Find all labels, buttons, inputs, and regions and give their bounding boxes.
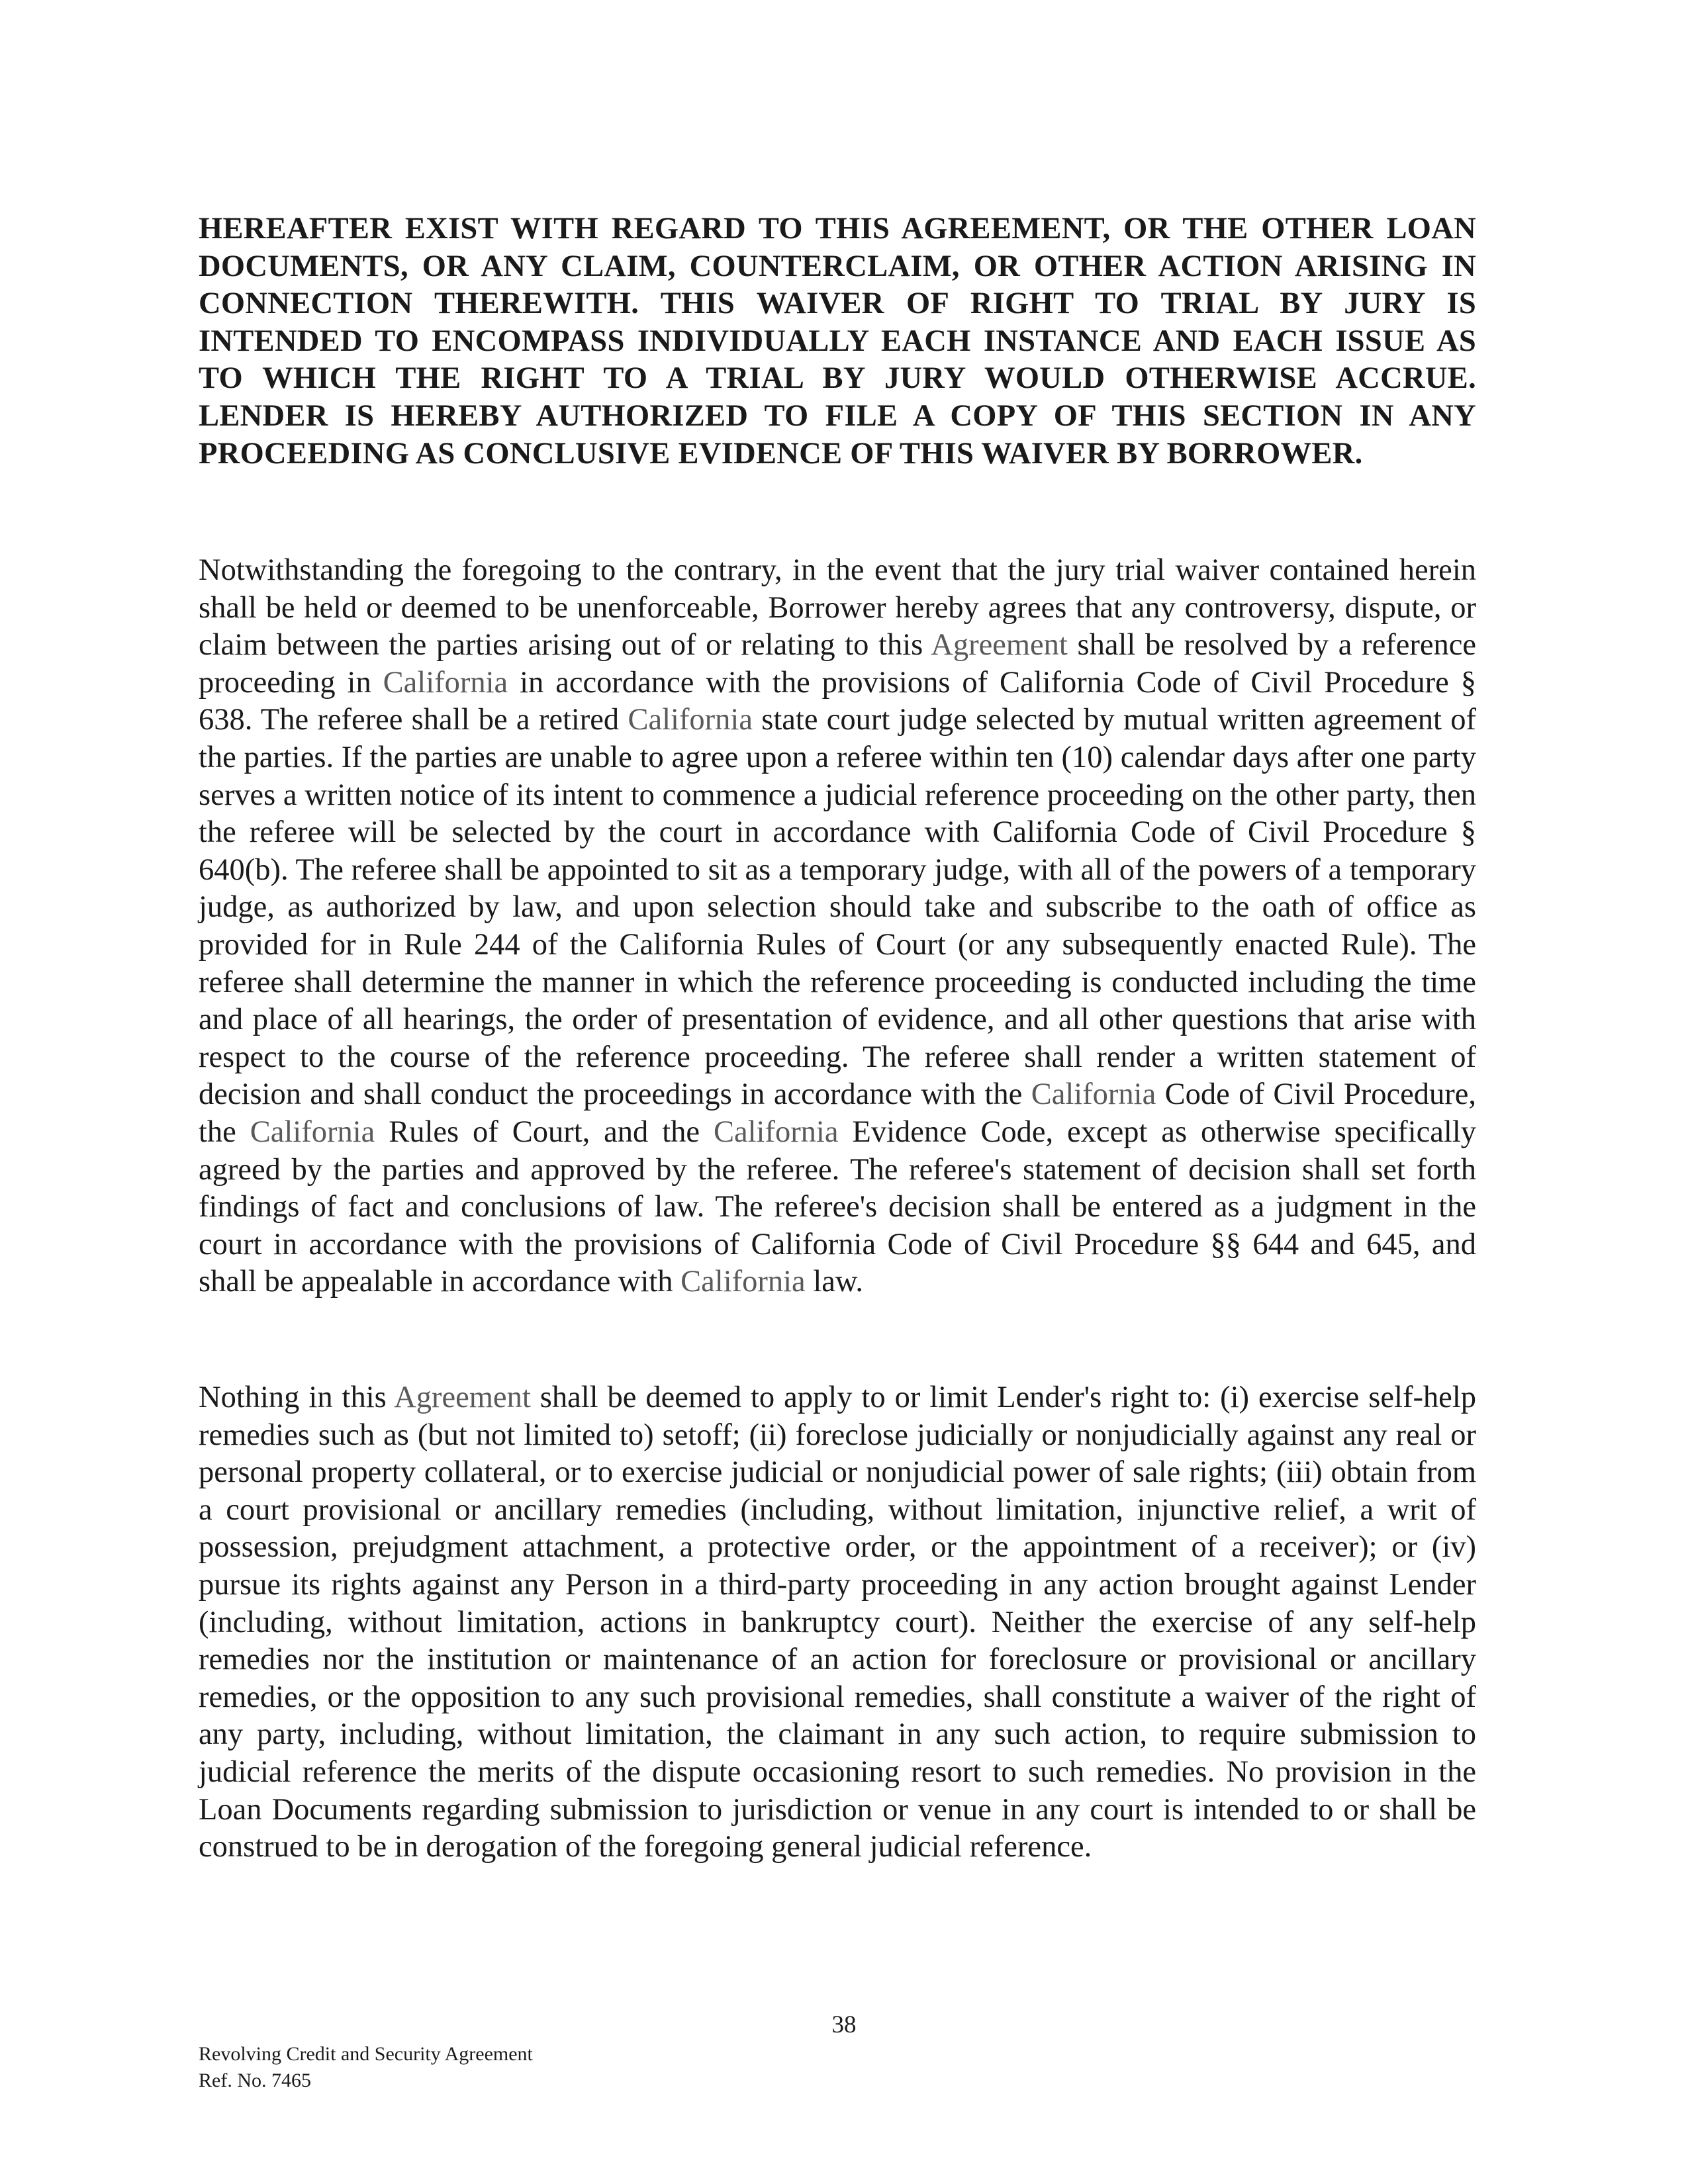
defined-term-agreement: Agreement [931,628,1068,662]
defined-term-agreement: Agreement [394,1381,531,1414]
text-run: Rules of Court, and the [375,1115,714,1149]
text-run: shall be deemed to apply to or limit Lender's right to: (i) exercise self-help remedies such as (but not limited to) setoff; (ii) foreclose judicially or nonjudicially against any real or personal property collateral, or to exercise judicial or nonjudicial power of sale rights; (iii) obtain from a court provisional or ancillary remedies (including, without limitation, injunctive relief, a writ of possession, prejudgment attachment, a protective order, or the appointment of a receiver); or (iv) pursue its rights against any Person in a third-party proceeding in any action brought against Lender (including, without limitation, actions in bankruptcy court). Neither the exercise of any self-help remedies nor the institution or maintenance of an action for foreclosure or provisional or ancillary remedies, or the opposition to any such provisional remedies, shall constitute a waiver of the right of any party, including, without limitation, the claimant in any such action, to require submission to judicial reference the merits of the dispute occasioning resort to such remedies. No provision in the Loan Documents regarding submission to jurisdiction or venue in any court is intended to or shall be construed to be in derogation of the foregoing general judicial reference. [199,1381,1476,1864]
defined-term-california: California [1031,1077,1156,1112]
text-run: in accordance with the provisions of California Code of Civil Procedure § 638. The referee shall be a retired [199,665,1476,737]
text-run: Notwithstanding the foregoing to the contrary, in the event that the jury trial waiver contained herein shall be held or deemed to be unenforceable, Borrower hereby agrees that any controversy, dispute, or claim between the parties arising out of or relating to this [199,553,1476,662]
defined-term-california: California [680,1265,806,1299]
text-run: shall be resolved by a reference proceeding in [199,628,1476,700]
text-run: law. [805,1265,864,1299]
judicial-reference-paragraph [199,552,1476,1301]
defined-term-california: California [713,1115,839,1149]
text-run: Code of Civil Procedure, the [199,1077,1476,1149]
jury-waiver-caps-paragraph: HEREAFTER EXIST WITH REGARD TO THIS AGREEMENT, OR THE OTHER LOAN DOCUMENTS, OR ANY CLAIM, COUNTERCLAIM, OR OTHER ACTION ARISING IN CONNECTION THEREWITH. THIS WAIVER OF RIGHT TO TRIAL BY JURY IS INTENDED TO ENCOMPASS INDIVIDUALLY EACH INSTANCE AND EACH ISSUE AS TO WHICH THE RIGHT TO A TRIAL BY JURY WOULD OTHERWISE ACCRUE. LENDER IS HEREBY AUTHORIZED TO FILE A COPY OF THIS SECTION IN ANY PROCEEDING AS CONCLUSIVE EVIDENCE OF THIS WAIVER BY BORROWER. [199,212,1476,471]
lender-rights-paragraph [199,1379,1476,1866]
defined-term-california: California [383,665,508,700]
page-number: 38 [831,2011,857,2038]
defined-term-california: California [250,1115,375,1149]
footer-document-title: Revolving Credit and Security Agreement [199,2043,533,2065]
text-run: state court judge selected by mutual written agreement of the parties. If the parties are unable to agree upon a referee within ten (10) calendar days after one party serves a written notice of its intent to commence a judicial reference proceeding on the other party, then the referee will be selected by the court in accordance with California Code of Civil Procedure § 640(b). The referee shall be appointed to sit as a temporary judge, with all of the powers of a temporary judge, as authorized by law, and upon selection should take and subscribe to the oath of office as provided for in Rule 244 of the California Rules of Court (or any subsequently enacted Rule). The referee shall determine the manner in which the reference proceeding is conducted including the time and place of all hearings, the order of presentation of evidence, and all other questions that arise with respect to the course of the reference proceeding. The referee shall render a written statement of decision and shall conduct the proceedings in accordance with the [199,703,1476,1112]
defined-term-california: California [628,703,753,737]
footer-reference-number: Ref. No. 7465 [199,2070,311,2091]
text-run: Evidence Code, except as otherwise specifically agreed by the parties and approved by the referee. The referee's statement of decision shall set forth findings of fact and conclusions of law. The referee's decision shall be entered as a judgment in the court in accordance with the provisions of California Code of Civil Procedure §§ 644 and 645, and shall be appealable in accordance with [199,1115,1476,1299]
text-run: Nothing in this [199,1381,395,1414]
